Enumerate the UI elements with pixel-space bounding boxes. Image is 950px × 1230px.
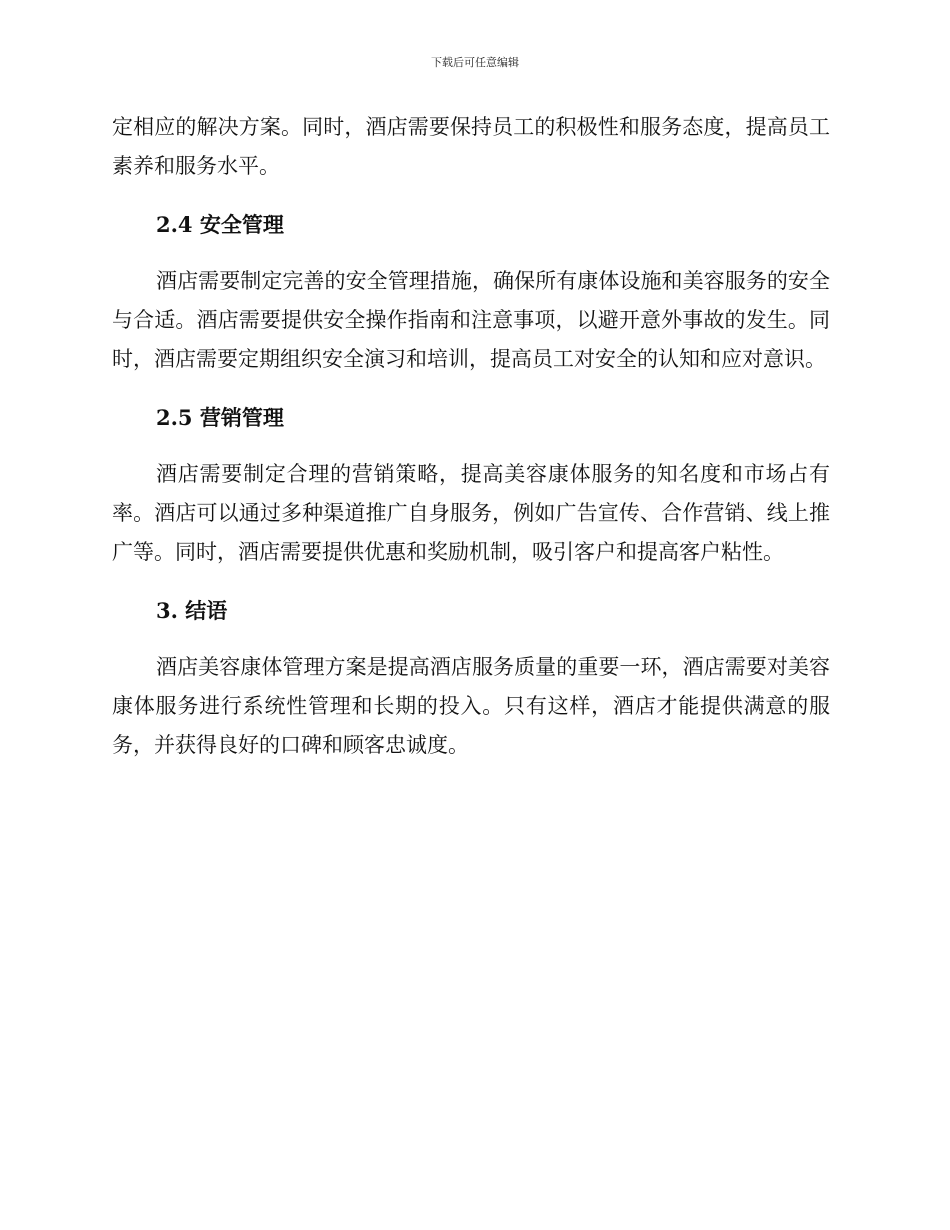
paragraph-safety-management: 酒店需要制定完善的安全管理措施，确保所有康体设施和美容服务的安全与合适。酒店需要提供安全操作指南和注意事项，以避开意外事故的发生。同时，酒店需要定期组织安全演习和培训，提高员工对安全的认知和应对意识。: [112, 269, 830, 371]
paragraph-intro-continuation: 定相应的解决方案。同时，酒店需要保持员工的积极性和服务态度，提高员工素养和服务水平。: [112, 115, 830, 178]
paragraph-conclusion: 酒店美容康体管理方案是提高酒店服务质量的重要一环，酒店需要对美容康体服务进行系统性管理和长期的投入。只有这样，酒店才能提供满意的服务，并获得良好的口碑和顾客忠诚度。: [112, 655, 830, 757]
section-heading-2-4: 2.4 安全管理: [156, 212, 284, 237]
paragraph-marketing-management: 酒店需要制定合理的营销策略，提高美容康体服务的知名度和市场占有率。酒店可以通过多种渠道推广自身服务，例如广告宣传、合作营销、线上推广等。同时，酒店需要提供优惠和奖励机制，吸引客户和提高客户粘性。: [112, 462, 830, 564]
section-heading-3: 3. 结语: [156, 598, 228, 623]
document-body: [112, 108, 830, 765]
section-heading-2-5: 2.5 营销管理: [156, 405, 284, 430]
page-header: 下载后可任意编辑: [431, 56, 519, 69]
